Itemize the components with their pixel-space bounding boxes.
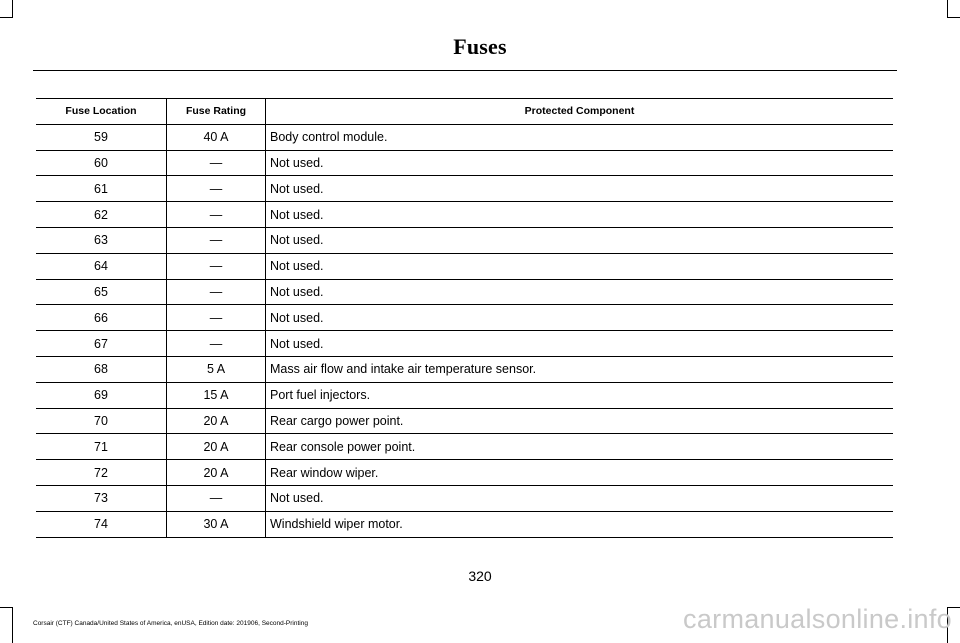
protected-component-cell: Not used. [266, 176, 894, 202]
protected-component-cell: Not used. [266, 331, 894, 357]
crop-mark [0, 607, 12, 608]
fuse-location-cell: 72 [36, 460, 167, 486]
protected-component-cell: Not used. [266, 485, 894, 511]
protected-component-cell: Windshield wiper motor. [266, 511, 894, 537]
title-divider [33, 70, 897, 71]
protected-component-cell: Rear console power point. [266, 434, 894, 460]
fuse-location-cell: 66 [36, 305, 167, 331]
fuse-rating-cell: 30 A [167, 511, 266, 537]
fuse-rating-cell: 20 A [167, 408, 266, 434]
table-row [36, 460, 893, 486]
column-header-protected-component: Protected Component [266, 99, 894, 125]
fuse-location-cell: 71 [36, 434, 167, 460]
crop-mark [0, 17, 12, 18]
fuse-rating-cell: 15 A [167, 382, 266, 408]
column-header-fuse-rating: Fuse Rating [167, 99, 266, 125]
fuse-location-cell: 59 [36, 124, 167, 150]
table-row [36, 511, 893, 537]
crop-mark [12, 607, 13, 643]
fuse-location-cell: 62 [36, 202, 167, 228]
fuse-location-cell: 68 [36, 356, 167, 382]
fuse-location-cell: 60 [36, 150, 167, 176]
table-row [36, 331, 893, 357]
protected-component-cell: Not used. [266, 202, 894, 228]
table-header-row [36, 99, 893, 125]
fuse-rating-cell: — [167, 253, 266, 279]
protected-component-cell: Mass air flow and intake air temperature sensor. [266, 356, 894, 382]
table-row [36, 279, 893, 305]
protected-component-cell: Not used. [266, 305, 894, 331]
fuse-rating-cell: — [167, 331, 266, 357]
fuse-rating-cell: — [167, 202, 266, 228]
fuse-location-cell: 64 [36, 253, 167, 279]
watermark: carmanualsonline.info [683, 604, 952, 634]
protected-component-cell: Body control module. [266, 124, 894, 150]
protected-component-cell: Rear window wiper. [266, 460, 894, 486]
page-number: 320 [468, 568, 492, 584]
table-row [36, 253, 893, 279]
fuse-rating-cell: 20 A [167, 460, 266, 486]
fuse-rating-cell: — [167, 305, 266, 331]
fuse-rating-cell: 20 A [167, 434, 266, 460]
fuse-rating-cell: — [167, 176, 266, 202]
table-row [36, 485, 893, 511]
fuse-rating-cell: — [167, 150, 266, 176]
table-row [36, 227, 893, 253]
crop-mark [947, 0, 948, 18]
edition-footer: Corsair (CTF) Canada/United States of America, enUSA, Edition date: 201906, Second-Printing [33, 620, 308, 627]
crop-mark [12, 0, 13, 18]
fuse-location-cell: 61 [36, 176, 167, 202]
fuse-rating-cell: — [167, 279, 266, 305]
table-row [36, 124, 893, 150]
protected-component-cell: Not used. [266, 279, 894, 305]
fuse-location-cell: 70 [36, 408, 167, 434]
table-row [36, 305, 893, 331]
protected-component-cell: Rear cargo power point. [266, 408, 894, 434]
fuse-rating-cell: 40 A [167, 124, 266, 150]
protected-component-cell: Not used. [266, 253, 894, 279]
table-row [36, 356, 893, 382]
fuse-rating-cell: 5 A [167, 356, 266, 382]
fuse-location-cell: 74 [36, 511, 167, 537]
fuse-rating-cell: — [167, 485, 266, 511]
fuse-location-cell: 73 [36, 485, 167, 511]
fuse-location-cell: 69 [36, 382, 167, 408]
table-row [36, 434, 893, 460]
fuse-location-cell: 67 [36, 331, 167, 357]
table-row [36, 176, 893, 202]
crop-mark [947, 17, 960, 18]
column-header-fuse-location: Fuse Location [36, 99, 167, 125]
fuse-rating-cell: — [167, 227, 266, 253]
table-row [36, 202, 893, 228]
protected-component-cell: Not used. [266, 227, 894, 253]
fuse-location-cell: 65 [36, 279, 167, 305]
page-title: Fuses [453, 34, 507, 59]
table-row [36, 150, 893, 176]
protected-component-cell: Port fuel injectors. [266, 382, 894, 408]
fuse-location-cell: 63 [36, 227, 167, 253]
table-row [36, 382, 893, 408]
table-row [36, 408, 893, 434]
protected-component-cell: Not used. [266, 150, 894, 176]
fuse-table [36, 98, 893, 538]
